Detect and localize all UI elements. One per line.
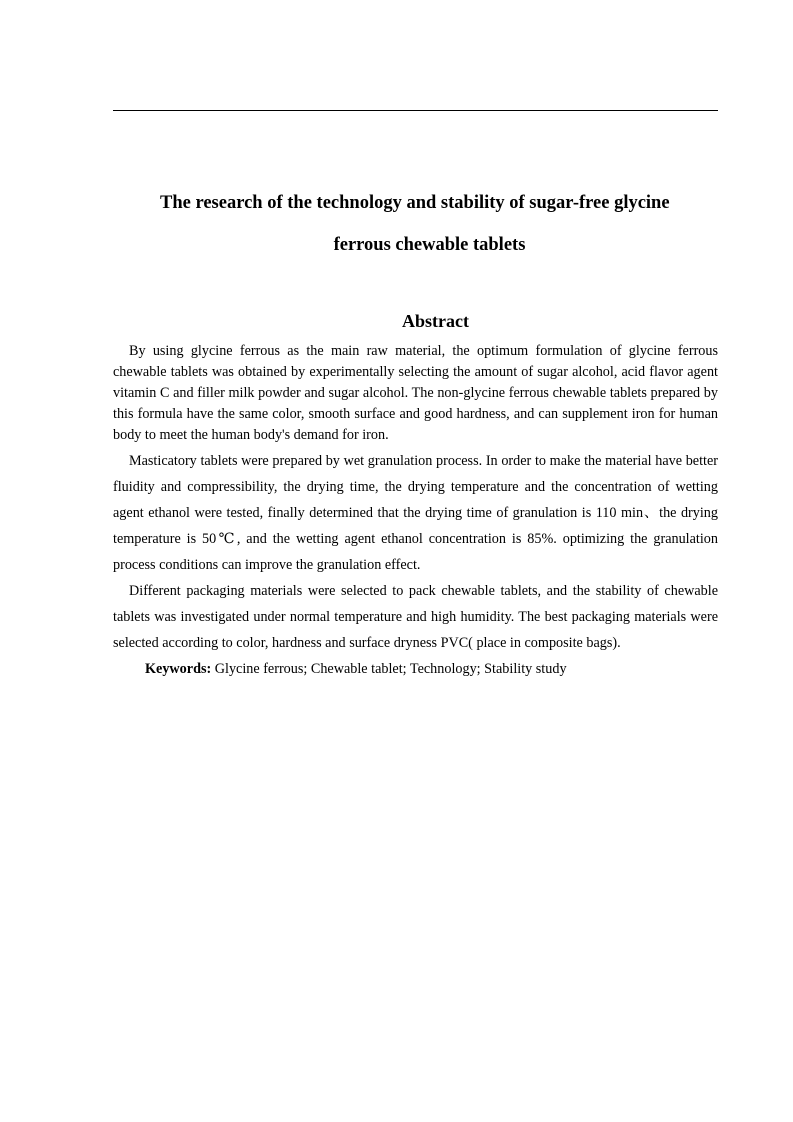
keywords-label: Keywords:: [145, 661, 212, 677]
keywords-text: Glycine ferrous; Chewable tablet; Technology; Stability study: [211, 661, 567, 677]
keywords-line: [113, 656, 718, 682]
abstract-heading: Abstract: [402, 311, 469, 331]
abstract-paragraph-2: Masticatory tablets were prepared by wet granulation process. In order to make the material have better fluidity and compressibility, the drying time, the drying temperature and the concentration of wetting agent ethanol were tested, finally determined that the drying time of granulation is 110 min、the drying temperature is 50℃, and the wetting agent ethanol concentration is 85%. optimizing the granulation process conditions can improve the granulation effect.: [113, 453, 718, 573]
paper-title-line-2: ferrous chewable tablets: [333, 235, 526, 255]
paper-title: [113, 182, 718, 266]
abstract-body: [113, 341, 718, 682]
header-rule: [113, 110, 718, 111]
abstract-paragraph-1: By using glycine ferrous as the main raw material, the optimum formulation of glycine ferrous chewable tablets was obtained by experimentally selecting the amount of sugar alcohol, acid flavor agent vitamin C and filler milk powder and sugar alcohol. The non-glycine ferrous chewable tablets prepared by this formula have the same color, smooth surface and good hardness, and can supplement iron for human body to meet the human body's demand for iron.: [113, 343, 718, 443]
abstract-paragraph-3: Different packaging materials were selected to pack chewable tablets, and the stability of chewable tablets was investigated under normal temperature and high humidity. The best packaging materials were selected according to color, hardness and surface dryness PVC( place in composite bags).: [113, 583, 718, 651]
paper-title-line-1: The research of the technology and stability of sugar-free glycine: [160, 193, 670, 213]
